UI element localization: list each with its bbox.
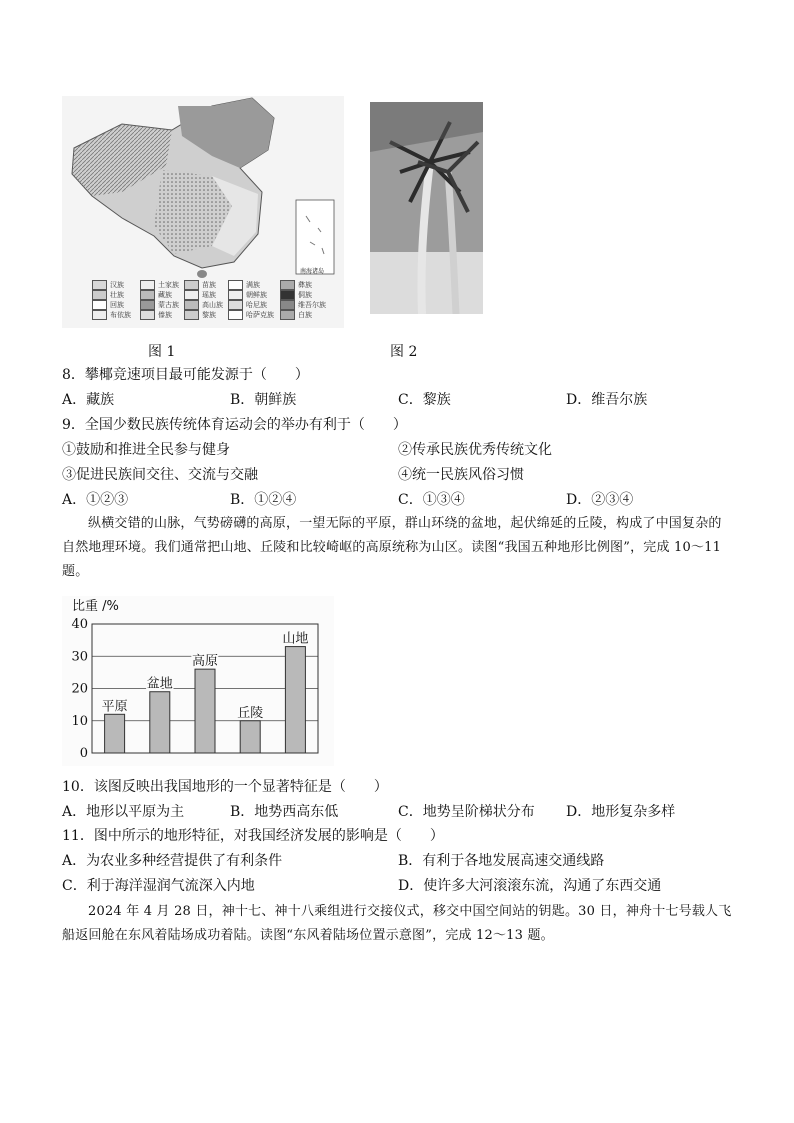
question-10-stem: 10．该图反映出我国地形的一个显著特征是（ ） [62, 779, 388, 795]
map-inset-label: 南海诸岛 [300, 268, 325, 275]
legend-label: 土家族 [158, 281, 179, 289]
south-sea-inset [296, 200, 334, 274]
q10-option-a[interactable]: A．地形以平原为主 [62, 804, 185, 820]
y-tick-label: 40 [71, 617, 88, 632]
q8-option-b[interactable]: B．朝鲜族 [230, 392, 297, 408]
figure2-caption: 图 2 [390, 344, 418, 360]
legend-label: 彝族 [298, 281, 312, 289]
q11-option-d[interactable]: D．使许多大河滚滚东流，沟通了东西交通 [398, 878, 662, 894]
legend-label: 壮族 [110, 291, 124, 299]
bar-label: 高原 [191, 654, 219, 670]
y-tick-label: 0 [79, 746, 88, 761]
q9-item-3: ③促进民族间交往、交流与交融 [62, 467, 258, 483]
legend-label: 侗族 [298, 291, 312, 299]
bar-山地 [285, 647, 305, 753]
question-8-stem: 8．攀椰竞速项目最可能发源于（ ） [62, 367, 309, 383]
bar-高原 [195, 669, 215, 753]
q9-item-1: ①鼓励和推进全民参与健身 [62, 442, 230, 458]
y-tick-label: 20 [71, 681, 88, 697]
question-11-stem: 11．图中所示的地形特征，对我国经济发展的影响是（ ） [62, 828, 444, 844]
y-tick-label: 10 [71, 713, 88, 729]
bar-label: 丘陵 [237, 705, 264, 721]
passage-shenzhou: 2024 年 4 月 28 日，神十七、神十八乘组进行交接仪式，移交中国空间站的钥匙。30 日，神舟十七号载人飞船返回舱在东风着陆场成功着陆。读图“东风着陆场位置示意图”，完成 12～13 题。 [62, 904, 732, 943]
q11-option-a[interactable]: A．为农业多种经营提供了有利条件 [62, 853, 283, 869]
q9-option-b[interactable]: B．①②④ [230, 492, 297, 508]
legend-label: 傣族 [158, 311, 172, 319]
legend-label: 藏族 [158, 291, 172, 299]
legend-label: 汉族 [110, 281, 124, 289]
legend-label: 布依族 [110, 311, 131, 319]
figure1-caption: 图 1 [148, 344, 176, 360]
question-9-stem: 9．全国少数民族传统体育运动会的举办有利于（ ） [62, 417, 407, 433]
hainan-island-shape [197, 270, 207, 278]
q8-option-c[interactable]: C．黎族 [398, 392, 451, 408]
palm-tree-photo [370, 102, 483, 314]
passage-landforms: 纵横交错的山脉，气势磅礴的高原，一望无际的平原，群山环绕的盆地，起伏绵延的丘陵，构成了中国复杂的自然地理环境。我们通常把山地、丘陵和比较崎岖的高原统称为山区。读图“我国五种地形比例图”，完成 10～11 题。 [62, 516, 722, 579]
y-axis-label: 比重 /% [72, 599, 119, 614]
legend-label: 哈萨克族 [246, 311, 274, 319]
bar-丘陵 [240, 721, 260, 753]
legend-label: 瑶族 [202, 291, 216, 299]
map-legend [92, 278, 342, 324]
legend-label: 回族 [110, 301, 124, 309]
q9-item-2: ②传承民族优秀传统文化 [398, 442, 552, 458]
q9-option-d[interactable]: D．②③④ [566, 492, 634, 508]
chart-svg [62, 596, 334, 766]
bar-平原 [105, 714, 125, 753]
legend-label: 高山族 [202, 301, 223, 309]
q9-option-c[interactable]: C．①③④ [398, 492, 465, 508]
bar-label: 盆地 [146, 676, 173, 692]
legend-label: 维吾尔族 [298, 301, 326, 309]
y-tick-label: 30 [71, 649, 88, 665]
bar-label: 平原 [101, 699, 128, 715]
q10-option-d[interactable]: D．地形复杂多样 [566, 804, 676, 820]
q8-option-d[interactable]: D．维吾尔族 [566, 392, 648, 408]
legend-label: 朝鲜族 [246, 291, 267, 299]
legend-label: 黎族 [202, 311, 216, 319]
bar-盆地 [150, 692, 170, 753]
q9-item-4: ④统一民族风俗习惯 [398, 467, 524, 483]
bar-label: 山地 [282, 631, 309, 647]
q9-option-a[interactable]: A．①②③ [62, 492, 129, 508]
q10-option-b[interactable]: B．地势西高东低 [230, 804, 339, 820]
q8-option-a[interactable]: A．藏族 [62, 392, 115, 408]
legend-label: 哈尼族 [246, 301, 267, 309]
legend-label: 蒙古族 [158, 301, 179, 309]
legend-label: 苗族 [202, 281, 216, 289]
ethnic-distribution-map [62, 96, 344, 328]
legend-label: 满族 [246, 281, 260, 289]
legend-label: 白族 [298, 311, 312, 319]
q11-option-c[interactable]: C．利于海洋湿润气流深入内地 [62, 878, 255, 894]
landform-ratio-chart [62, 596, 334, 766]
q10-option-c[interactable]: C．地势呈阶梯状分布 [398, 804, 535, 820]
q11-option-b[interactable]: B．有利于各地发展高速交通线路 [398, 853, 605, 869]
